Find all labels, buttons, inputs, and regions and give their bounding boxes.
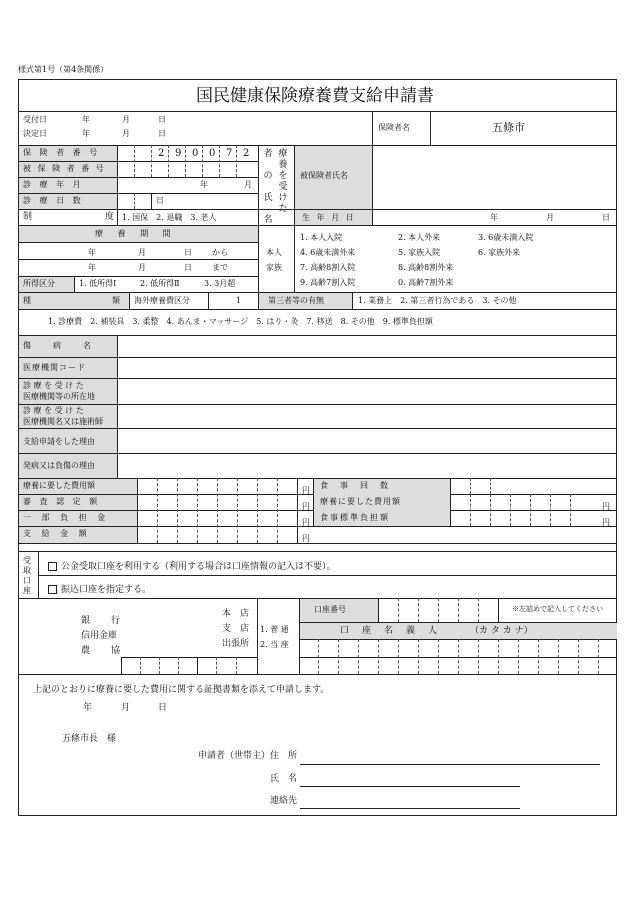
info-row-institution-code: 医療機関コード [23, 363, 86, 372]
type-label: 種 [23, 296, 31, 305]
amount-copay-label: 一 部 負 担 金 [23, 513, 110, 522]
name-label: 氏 名 [270, 774, 298, 784]
katakana-label: （カ タ カ ナ） [470, 626, 533, 636]
period-label: 療 養 期 間 [95, 229, 177, 238]
insured-name-label: 被保険者氏名 [300, 171, 348, 180]
contact-label: 連絡先 [270, 796, 298, 806]
from-label: から [212, 248, 228, 257]
branch-branch: 支 店 [222, 624, 250, 634]
account-holder-label: 口 座 名 義 人 [340, 626, 440, 636]
insurer-number-label: 保 険 者 番 号 [23, 148, 101, 157]
system-label: 制 [23, 212, 33, 222]
treatment-month-label: 診 療 年 月 [23, 180, 84, 189]
info-row-reason: 支給申請をした理由 [23, 437, 95, 446]
meal-count-label: 食 事 回 数 [320, 481, 390, 490]
overseas-label: 海外療養費区分 [134, 296, 190, 305]
account-side-label: 受 取 口 座 [23, 556, 31, 595]
public-account-option[interactable]: 公金受取口座を利用する（利用する場合は口座情報の記入は不要）。 [48, 559, 336, 572]
info-row-address-line2: 医療機関等の所在地 [23, 392, 95, 401]
applicant-label: 申請者（世帯主） [198, 751, 271, 761]
insurer-label: 保険者名 [378, 123, 410, 132]
third-party-label: 第三者等の有無 [268, 296, 324, 305]
specify-account-checkbox[interactable] [48, 585, 57, 594]
account-number-label: 口座番号 [314, 605, 346, 614]
addressee: 五條市長 様 [62, 734, 117, 744]
public-account-checkbox[interactable] [48, 562, 57, 571]
insurer-name: 五條市 [492, 121, 525, 134]
application-form-page: 様式第1号（第4条関係） 国民健康保険療養費支給申請書 受付日 年 月 日 決定日 年 月 日 保険者名 五條市 保 険 者 番 号 被 保 険 者 番 号 診 療 年 月 診 療 日 数 2 9 0 0 7 2 年 月 日 者 の 氏 名 療 養 を 受 け た 被保険者氏名 制 度 1. 国保 2. 退職 3. 老人 生 年 月 日 年 月 日 療 養 期 間 年 月 日 から 年 月 日 まで 所得区分 1. 低所得Ⅰ 2. 低所得Ⅱ 3. 3月超 本人 家族 1. 本人入院 2. 本人外来 3. 6歳未満入院 4. 6歳未満外来 5. 家族入院 6. 家族外来 7. 高齢8割入院 8. 高齢8割外来 9. 高齢7割入院 0. 高齢7割外来 種 類 海外療養費区分 1 第三者等の有無 1. 業務上 2. 第三者行為である 3. その他 1. 診療費 2. 補装具 3. 柔整 4. あんま・マッサージ 5. はり・灸 7. 移送 8. その他 9. 標準負担額 傷 病 名 医療機関コード 診 療 を 受 け た 医療機関等の所在地 診 療 を 受 け た 医療機関名又は施術師 支給申請をした理由 発病又は負傷の理由 療養に要した費用額 審 査 認 定 額 一 部 負 担 金 支 給 金 額 円 円 円 円 食 事 回 数 療養に要した費用額 食事標準負担額 円 円 受 取 口 座 公金受取口座を利用する（利用する場合は口座情報の記入は不要）。 振込口座を指定する。 銀 行 信用金庫 農 協 本 店 支 店 出張所 1. 普 通 2. 当 座 口座番号 ※左詰めで記入してください 口 座 名 義 人 （カ タ カ ナ） 上記のとおりに療養に要した費用に関する証拠書類を添えて申請します。 年 月 日 五條市長 様 申請者（世帯主） 住 所 氏 名 連絡先 [0, 0, 630, 902]
meal-standard-label: 食事標準負担額 [320, 513, 390, 522]
person-label-col1: 療 養 を 受 け た [278, 149, 288, 214]
amount-approved-label: 審 査 認 定 額 [23, 497, 101, 506]
info-row-institution-line2: 医療機関名又は施術師 [23, 417, 103, 426]
branch-office: 出張所 [222, 639, 250, 649]
overseas-value: 1 [236, 296, 242, 305]
bank-type-agri: 農 協 [81, 646, 122, 656]
amount-payment-label: 支 給 金 額 [23, 529, 91, 538]
person-label-col2: 者 の 氏 名 [263, 149, 273, 225]
address-field[interactable] [300, 764, 600, 765]
birth-label: 生 年 月 日 [302, 213, 356, 222]
form-id: 様式第1号（第4条関係） [18, 65, 109, 74]
info-row-disease: 傷 病 名 [23, 341, 93, 350]
category-options: 1. 診療費 2. 補装具 3. 柔整 4. あんま・マッサージ 5. はり・灸 7. 移送 8. その他 9. 標準負担額 [48, 317, 433, 326]
account-type-normal: 1. 普 通 [260, 625, 289, 634]
treatment-days-label: 診 療 日 数 [23, 196, 84, 205]
form-title: 国民健康保険療養費支給申請書 [196, 86, 434, 106]
info-row-institution-line1: 診 療 を 受 け た [23, 406, 84, 415]
branch-main: 本 店 [222, 609, 250, 619]
left-align-note: ※左詰めで記入してください [512, 605, 603, 613]
to-label: まで [212, 263, 228, 272]
bank-type-credit: 信用金庫 [81, 631, 118, 641]
info-row-address-line1: 診 療 を 受 け た [23, 381, 84, 390]
contact-field[interactable] [300, 808, 520, 809]
name-field[interactable] [300, 786, 520, 787]
bank-type-bank: 銀 行 [81, 616, 122, 626]
address-label: 住 所 [270, 751, 298, 761]
info-row-cause: 発病又は負傷の理由 [23, 461, 95, 470]
third-party-options: 1. 業務上 2. 第三者行為である 3. その他 [358, 296, 517, 305]
specify-account-option[interactable]: 振込口座を指定する。 [48, 582, 151, 595]
income-label: 所得区分 [23, 279, 55, 288]
insured-number-label: 被 保 険 者 番 号 [23, 164, 106, 173]
decided-date-label: 決定日 [23, 129, 47, 138]
system-options: 1. 国保 2. 退職 3. 老人 [122, 213, 217, 222]
amount-cost-label: 療養に要した費用額 [23, 481, 95, 490]
meal-cost-label: 療養に要した費用額 [320, 497, 401, 506]
declaration-text: 上記のとおりに療養に要した費用に関する証拠書類を添えて申請します。 [33, 685, 330, 695]
received-date-label: 受付日 [23, 115, 47, 124]
account-type-current: 2. 当 座 [260, 640, 289, 649]
